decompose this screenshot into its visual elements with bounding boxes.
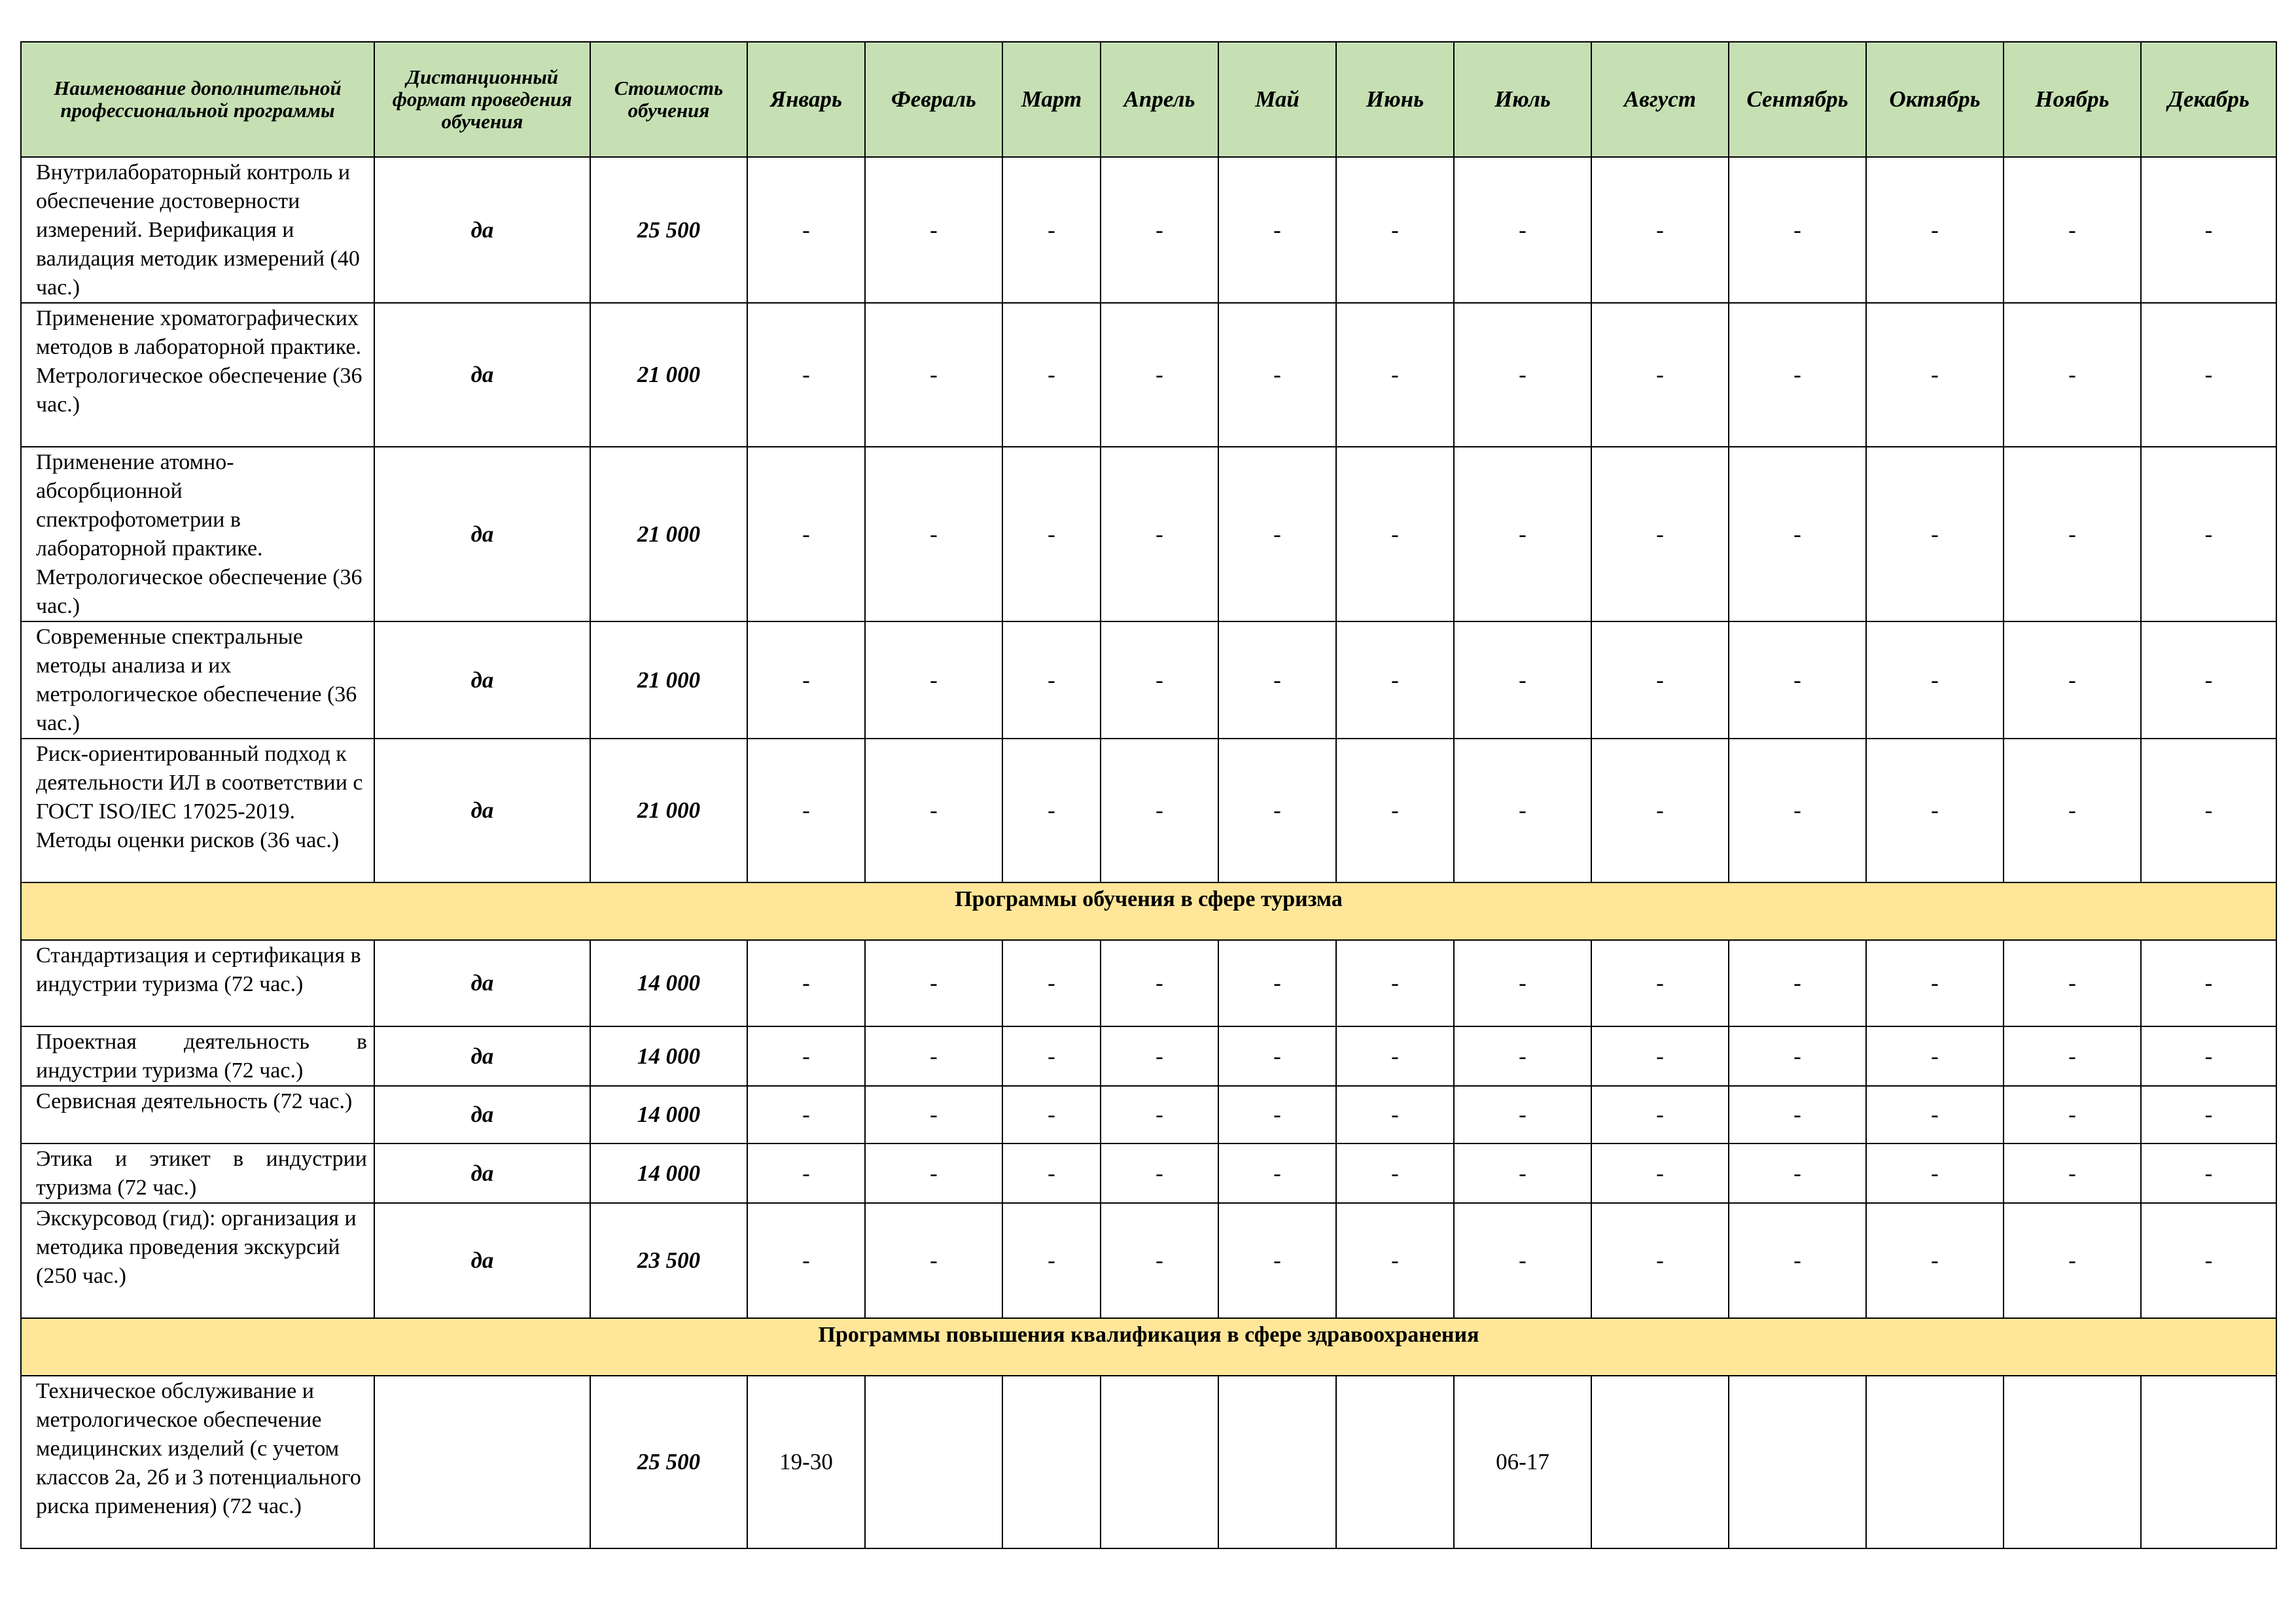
month-cell: -	[1336, 1143, 1454, 1203]
month-cell	[2004, 1376, 2141, 1548]
program-name: Сервисная деятельность (72 час.)	[21, 1086, 374, 1143]
program-cost: 14 000	[590, 940, 747, 1026]
month-cell: -	[1336, 303, 1454, 447]
month-cell: -	[1866, 1203, 2004, 1318]
month-cell: -	[2141, 447, 2276, 621]
program-name: Техническое обслуживание и метрологическое обеспечение медицинских изделий (с учетом классов 2а, 2б и 3 потенциального риска применения) (72 час.)	[21, 1376, 374, 1548]
month-cell: -	[1591, 1203, 1729, 1318]
month-cell: -	[2141, 157, 2276, 303]
month-cell: -	[1218, 621, 1336, 739]
month-cell	[1336, 1376, 1454, 1548]
month-cell: -	[1729, 1086, 1866, 1143]
program-cost: 21 000	[590, 739, 747, 882]
table-row	[21, 1026, 2276, 1086]
month-cell: -	[865, 1143, 1002, 1203]
program-name: Применение атомно-абсорбционной спектрофотометрии в лабораторной практике. Метрологическое обеспечение (36 час.)	[21, 447, 374, 621]
month-cell	[1866, 1376, 2004, 1548]
table-row	[21, 621, 2276, 739]
month-cell: -	[1336, 621, 1454, 739]
program-cost: 14 000	[590, 1026, 747, 1086]
table-row	[21, 1203, 2276, 1318]
header-row	[21, 42, 2276, 157]
program-name: Современные спектральные методы анализа и их метрологическое обеспечение (36 час.)	[21, 621, 374, 739]
month-cell: -	[1591, 1086, 1729, 1143]
month-cell: -	[2004, 940, 2141, 1026]
month-cell: -	[1454, 447, 1591, 621]
month-cell: -	[2141, 1203, 2276, 1318]
program-name: Внутрилабораторный контроль и обеспечение достоверности измерений. Верификация и валидация методик измерений (40 час.)	[21, 157, 374, 303]
month-cell: -	[1218, 157, 1336, 303]
month-cell: -	[865, 739, 1002, 882]
month-cell: -	[1591, 621, 1729, 739]
month-cell: -	[1866, 1026, 2004, 1086]
month-cell: -	[1591, 940, 1729, 1026]
header-month: Май	[1218, 42, 1336, 157]
program-name: Применение хроматографических методов в лабораторной практике. Метрологическое обеспечение (36 час.)	[21, 303, 374, 447]
month-cell: -	[747, 1143, 865, 1203]
month-cell: -	[1454, 157, 1591, 303]
header-cost: Стоимость обучения	[590, 42, 747, 157]
month-cell: -	[1002, 1086, 1101, 1143]
table-row	[21, 303, 2276, 447]
remote-format: да	[374, 940, 590, 1026]
header-month: Декабрь	[2141, 42, 2276, 157]
month-cell: -	[1591, 303, 1729, 447]
month-cell: -	[1101, 1026, 1218, 1086]
month-cell: -	[1218, 1203, 1336, 1318]
section-title: Программы обучения в сфере туризма	[21, 882, 2276, 940]
month-cell	[1218, 1376, 1336, 1548]
month-cell	[1591, 1376, 1729, 1548]
month-cell: -	[865, 621, 1002, 739]
header-format: Дистанционный формат проведения обучения	[374, 42, 590, 157]
month-cell: -	[747, 303, 865, 447]
table-row	[21, 447, 2276, 621]
program-cost: 21 000	[590, 621, 747, 739]
program-cost: 21 000	[590, 303, 747, 447]
remote-format: да	[374, 157, 590, 303]
month-cell: -	[747, 447, 865, 621]
month-cell: -	[2141, 739, 2276, 882]
table-row	[21, 157, 2276, 303]
month-cell: -	[1866, 739, 2004, 882]
month-cell: -	[1336, 1026, 1454, 1086]
month-cell: -	[1101, 1143, 1218, 1203]
month-cell: -	[2004, 621, 2141, 739]
month-cell: -	[747, 157, 865, 303]
header-month: Июнь	[1336, 42, 1454, 157]
month-cell: -	[865, 940, 1002, 1026]
program-cost: 23 500	[590, 1203, 747, 1318]
table-row	[21, 1143, 2276, 1203]
month-cell: -	[1454, 1203, 1591, 1318]
month-cell	[1002, 1376, 1101, 1548]
remote-format: да	[374, 303, 590, 447]
table-body	[21, 157, 2276, 1548]
month-cell: -	[1729, 1143, 1866, 1203]
program-name: Стандартизация и сертификация в индустрии туризма (72 час.)	[21, 940, 374, 1026]
header-month: Август	[1591, 42, 1729, 157]
month-cell: -	[1729, 1026, 1866, 1086]
program-cost: 25 500	[590, 157, 747, 303]
header-month: Октябрь	[1866, 42, 2004, 157]
month-cell: -	[747, 1203, 865, 1318]
month-cell: -	[1591, 1026, 1729, 1086]
month-cell: -	[2141, 940, 2276, 1026]
month-cell: -	[1002, 1026, 1101, 1086]
month-cell: -	[1591, 739, 1729, 882]
remote-format: да	[374, 447, 590, 621]
header-month: Июль	[1454, 42, 1591, 157]
month-cell: -	[865, 1086, 1002, 1143]
remote-format: да	[374, 1143, 590, 1203]
month-cell: -	[2141, 1086, 2276, 1143]
month-cell: -	[1454, 940, 1591, 1026]
month-cell: 06-17	[1454, 1376, 1591, 1548]
month-cell: -	[747, 1086, 865, 1143]
month-cell: -	[1729, 621, 1866, 739]
month-cell: -	[1101, 621, 1218, 739]
month-cell: -	[1218, 1143, 1336, 1203]
program-cost: 25 500	[590, 1376, 747, 1548]
header-month: Январь	[747, 42, 865, 157]
remote-format: да	[374, 1086, 590, 1143]
header-month: Февраль	[865, 42, 1002, 157]
program-name: Этика и этикет в индустрии туризма (72 час.)	[21, 1143, 374, 1203]
month-cell: -	[1002, 621, 1101, 739]
header-month: Апрель	[1101, 42, 1218, 157]
month-cell: -	[2141, 1143, 2276, 1203]
month-cell: -	[2141, 1026, 2276, 1086]
month-cell: -	[747, 621, 865, 739]
month-cell: -	[1729, 447, 1866, 621]
month-cell: -	[1002, 739, 1101, 882]
month-cell: -	[1454, 303, 1591, 447]
month-cell: -	[1336, 447, 1454, 621]
month-cell: -	[1729, 1203, 1866, 1318]
month-cell: -	[1101, 157, 1218, 303]
month-cell	[2141, 1376, 2276, 1548]
header-month: Март	[1002, 42, 1101, 157]
month-cell: -	[1729, 303, 1866, 447]
remote-format: да	[374, 1026, 590, 1086]
program-cost: 14 000	[590, 1086, 747, 1143]
month-cell: -	[1218, 447, 1336, 621]
month-cell: -	[1336, 940, 1454, 1026]
month-cell: -	[1101, 739, 1218, 882]
month-cell: -	[1101, 303, 1218, 447]
month-cell: -	[1591, 1143, 1729, 1203]
program-name: Проектная деятельность в индустрии туризма (72 час.)	[21, 1026, 374, 1086]
month-cell: -	[1218, 940, 1336, 1026]
month-cell: -	[1218, 1086, 1336, 1143]
month-cell: -	[1454, 621, 1591, 739]
month-cell: -	[2004, 1086, 2141, 1143]
month-cell: -	[865, 303, 1002, 447]
month-cell: -	[1101, 1086, 1218, 1143]
month-cell: -	[747, 739, 865, 882]
month-cell: -	[1336, 1086, 1454, 1143]
month-cell: -	[1729, 157, 1866, 303]
month-cell: -	[1002, 447, 1101, 621]
month-cell: -	[2004, 303, 2141, 447]
month-cell	[865, 1376, 1002, 1548]
remote-format: да	[374, 1203, 590, 1318]
month-cell: -	[1218, 1026, 1336, 1086]
month-cell: -	[1002, 940, 1101, 1026]
program-name: Риск-ориентированный подход к деятельности ИЛ в соответствии с ГОСТ ISO/IEC 17025-2019. Методы оценки рисков (36 час.)	[21, 739, 374, 882]
month-cell: -	[865, 447, 1002, 621]
month-cell: -	[1866, 1086, 2004, 1143]
month-cell: -	[1866, 157, 2004, 303]
month-cell: -	[1591, 447, 1729, 621]
month-cell: -	[2004, 157, 2141, 303]
month-cell: -	[1101, 1203, 1218, 1318]
month-cell: -	[1002, 303, 1101, 447]
month-cell: -	[2004, 1203, 2141, 1318]
programs-table	[20, 41, 2277, 1549]
section-row	[21, 882, 2276, 940]
month-cell: -	[1002, 1203, 1101, 1318]
remote-format: да	[374, 621, 590, 739]
month-cell: -	[2004, 739, 2141, 882]
section-row	[21, 1318, 2276, 1376]
month-cell: -	[1866, 303, 2004, 447]
month-cell: -	[1729, 940, 1866, 1026]
month-cell: -	[1218, 303, 1336, 447]
table-row	[21, 940, 2276, 1026]
remote-format	[374, 1376, 590, 1548]
month-cell: -	[1002, 1143, 1101, 1203]
month-cell: -	[865, 1026, 1002, 1086]
month-cell: -	[1336, 1203, 1454, 1318]
month-cell: -	[1866, 1143, 2004, 1203]
month-cell: -	[1454, 739, 1591, 882]
month-cell: -	[1454, 1026, 1591, 1086]
section-title: Программы повышения квалификация в сфере здравоохранения	[21, 1318, 2276, 1376]
month-cell: -	[2141, 621, 2276, 739]
month-cell: -	[1591, 157, 1729, 303]
table-row	[21, 1086, 2276, 1143]
month-cell: -	[1101, 940, 1218, 1026]
month-cell: 19-30	[747, 1376, 865, 1548]
month-cell: -	[1101, 447, 1218, 621]
remote-format: да	[374, 739, 590, 882]
month-cell: -	[865, 157, 1002, 303]
month-cell: -	[1002, 157, 1101, 303]
month-cell: -	[2141, 303, 2276, 447]
table-row	[21, 739, 2276, 882]
month-cell: -	[1866, 940, 2004, 1026]
month-cell: -	[1454, 1143, 1591, 1203]
table-row	[21, 1376, 2276, 1548]
header-month: Сентябрь	[1729, 42, 1866, 157]
schedule-sheet	[20, 41, 2277, 1549]
month-cell: -	[747, 940, 865, 1026]
month-cell: -	[1454, 1086, 1591, 1143]
month-cell: -	[865, 1203, 1002, 1318]
program-cost: 14 000	[590, 1143, 747, 1203]
program-name: Экскурсовод (гид): организация и методика проведения экскурсий (250 час.)	[21, 1203, 374, 1318]
month-cell: -	[2004, 1143, 2141, 1203]
header-name: Наименование дополнительной профессиональной программы	[21, 42, 374, 157]
month-cell: -	[1218, 739, 1336, 882]
header-month: Ноябрь	[2004, 42, 2141, 157]
program-cost: 21 000	[590, 447, 747, 621]
month-cell: -	[747, 1026, 865, 1086]
month-cell: -	[1336, 739, 1454, 882]
month-cell: -	[1336, 157, 1454, 303]
month-cell: -	[1866, 621, 2004, 739]
month-cell: -	[2004, 447, 2141, 621]
month-cell: -	[1866, 447, 2004, 621]
month-cell: -	[2004, 1026, 2141, 1086]
month-cell: -	[1729, 739, 1866, 882]
month-cell	[1729, 1376, 1866, 1548]
month-cell	[1101, 1376, 1218, 1548]
